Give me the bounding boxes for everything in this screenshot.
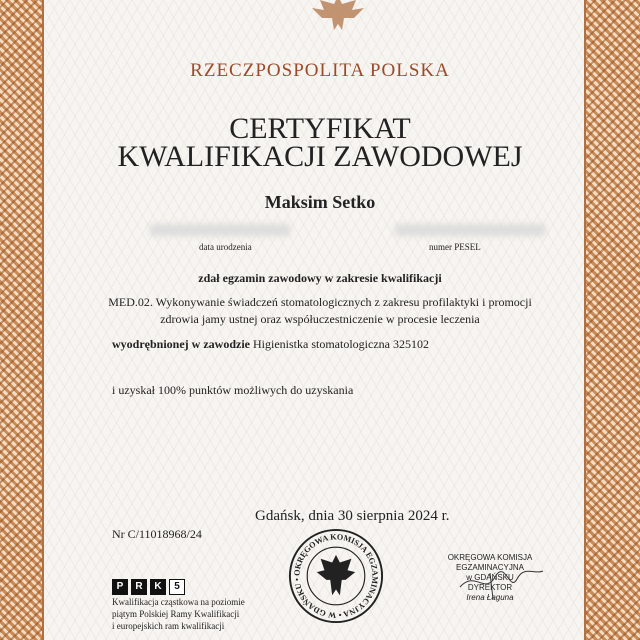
holder-name: Maksim Setko <box>264 192 376 212</box>
right-decorative-border <box>584 0 640 640</box>
prk-desc-line: Kwalifikacja cząstkowa na poziomie <box>112 597 245 607</box>
prk-desc-line: i europejskich ram kwalifikacji <box>112 621 225 631</box>
profession-label: wyodrębnionej w zawodzie <box>112 337 250 351</box>
place-date: Gdańsk, dnia 30 sierpnia 2024 r. <box>255 508 450 524</box>
certificate-number: Nr C/11018968/24 <box>112 527 202 541</box>
left-decorative-border <box>0 0 44 640</box>
prk-badge <box>112 576 188 595</box>
redacted-birth-date <box>150 224 290 236</box>
certificate-title-line2: KWALIFIKACJI ZAWODOWEJ <box>117 140 523 173</box>
prk-desc-line: piątym Polskiej Ramy Kwalifikacji <box>112 609 240 619</box>
prk-description <box>112 596 245 632</box>
country-name: RZECZPOSPOLITA POLSKA <box>190 60 450 81</box>
exam-intro: zdał egzamin zawodowy w zakresie kwalifikacji <box>198 271 442 285</box>
redacted-pesel <box>395 224 545 236</box>
prk-level: 5 <box>169 579 185 595</box>
qualification-text: MED.02. Wykonywanie świadczeń stomatologicznych z zakresu profilaktyki i promocji zdrowia jamy ustnej oraz współuczestniczenie w procesie leczenia <box>108 295 532 326</box>
signature-institution: OKRĘGOWA KOMISJA EGZAMINACYJNA <box>447 553 533 572</box>
prk-letter: K <box>150 579 166 595</box>
profession-value: Higienistka stomatologiczna 325102 <box>253 337 429 351</box>
director-signature-block <box>415 553 565 603</box>
pesel-label: numer PESEL <box>429 242 481 252</box>
certificate-title-line1: CERTYFIKAT <box>229 112 411 145</box>
handwritten-signature-icon <box>455 565 545 601</box>
signature-city: w GDAŃSKU <box>466 573 514 582</box>
official-seal-icon <box>288 528 384 624</box>
profession-line <box>112 337 429 352</box>
seal-text: OKRĘGOWA KOMISJA EGZAMINACYJNA • W GDAŃSKU • <box>292 532 380 620</box>
signature-name: Irena Łaguna <box>466 593 514 602</box>
prk-letter: R <box>131 579 147 595</box>
birth-date-label: data urodzenia <box>199 242 252 252</box>
prk-letter: P <box>112 579 128 595</box>
points-text: i uzyskał 100% punktów możliwych do uzyskania <box>112 383 354 397</box>
signature-role: DYREKTOR <box>467 583 513 592</box>
eagle-emblem-icon <box>308 0 368 34</box>
